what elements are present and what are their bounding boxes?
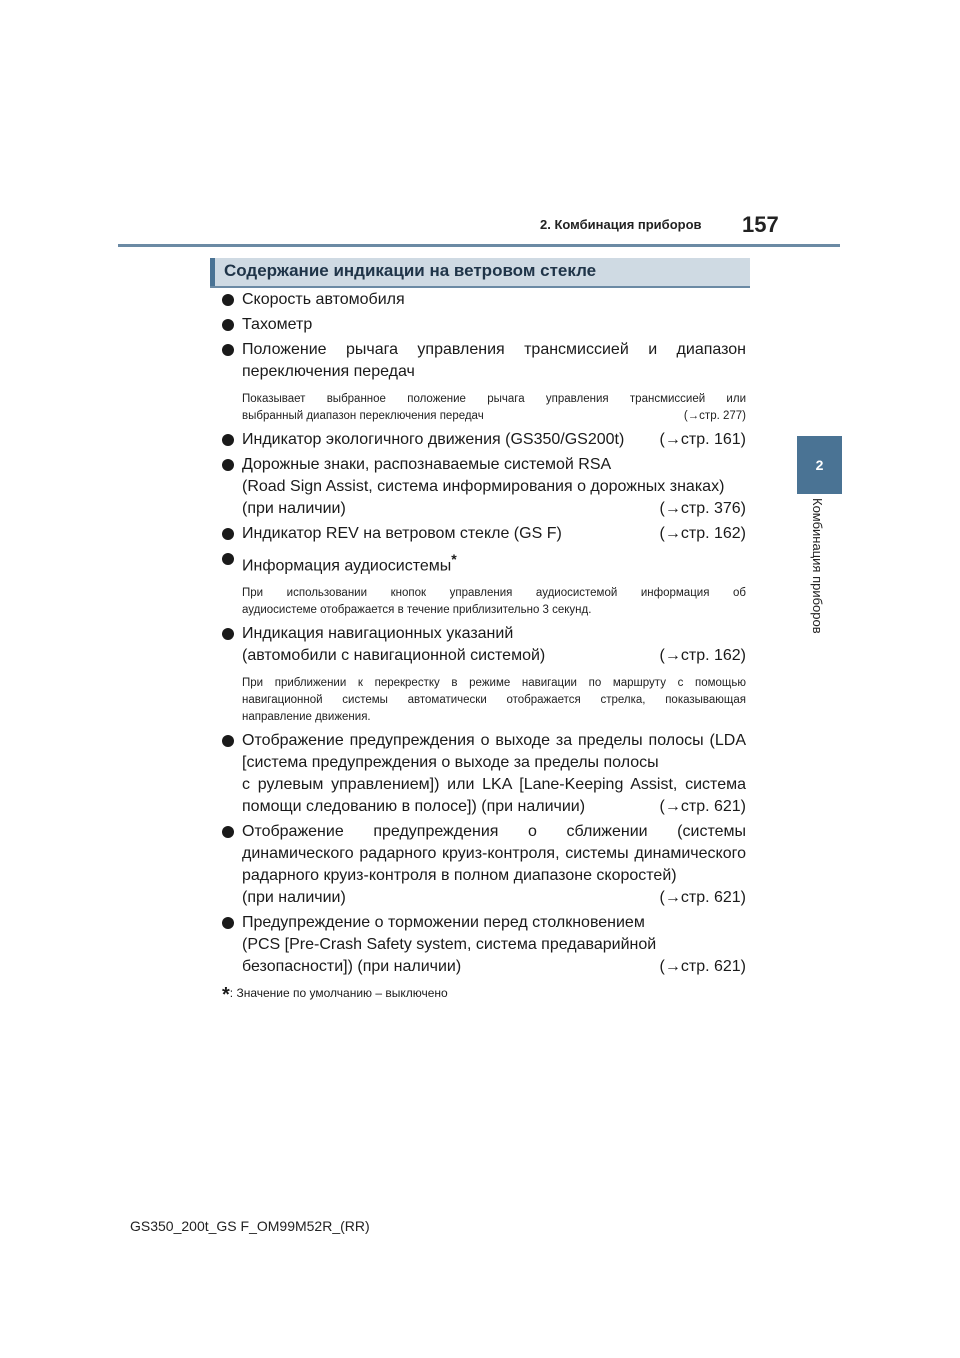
list-item xyxy=(222,289,746,311)
list-item xyxy=(222,821,746,909)
bullet-icon xyxy=(222,628,234,640)
list-item xyxy=(222,429,746,451)
footnote-marker: * xyxy=(222,984,230,1007)
item-text: Положение рычага управления трансмиссией и диапазон xyxy=(242,341,746,358)
list-item xyxy=(222,912,746,978)
bullet-icon xyxy=(222,459,234,471)
bullet-icon xyxy=(222,826,234,838)
list-item xyxy=(222,548,746,577)
item-text: Индикатор экологичного движения (GS350/GS200t) xyxy=(242,431,625,448)
page-reference[interactable]: (→стр. 376) xyxy=(659,500,746,517)
item-text: динамического радарного круиз-контроля, системы динамического xyxy=(242,845,746,863)
note-text: выбранный диапазон переключения передач xyxy=(242,410,484,422)
chapter-tab-label: Комбинация приборов xyxy=(810,498,825,634)
section-title: Содержание индикации на ветровом стекле xyxy=(224,261,597,280)
page-number: 157 xyxy=(742,212,779,237)
bullet-icon xyxy=(222,434,234,446)
list-item xyxy=(222,314,746,336)
item-text: (при наличии) xyxy=(242,500,346,517)
item-text: (при наличии) xyxy=(242,889,346,907)
bullet-icon xyxy=(222,294,234,306)
bullet-icon xyxy=(222,528,234,540)
item-text: Тахометр xyxy=(242,316,313,333)
item-text: Дорожные знаки, распознаваемые системой RSA xyxy=(242,456,612,473)
item-text: Скорость автомобиля xyxy=(242,291,405,308)
list-item xyxy=(222,623,746,667)
content-list xyxy=(222,289,746,1007)
item-text: радарного круиз-контроля в полном диапазоне скоростей) xyxy=(242,867,677,885)
list-item xyxy=(222,339,746,383)
list-item xyxy=(222,523,746,545)
section-heading xyxy=(210,258,750,288)
page-reference[interactable]: (→стр. 162) xyxy=(659,525,746,542)
note-text: Показывает выбранное положение рычага управления трансмиссией или xyxy=(242,393,746,405)
note-text: При использовании кнопок управления аудиосистемой информация об xyxy=(242,587,746,600)
item-text: с рулевым управлением]) или LKA [Lane-Keeping Assist, система xyxy=(242,776,746,794)
note-text: направление движения. xyxy=(242,711,371,724)
item-text: Отображение предупреждения о сближении (системы xyxy=(242,823,746,841)
item-text: (автомобили с навигационной системой) xyxy=(242,647,546,665)
chapter-tab-number: 2 xyxy=(815,457,824,473)
page-reference[interactable]: (→стр. 621) xyxy=(659,958,746,976)
footnote xyxy=(222,984,746,1007)
item-text: Информация аудиосистемы xyxy=(242,557,452,575)
page-reference[interactable]: (→стр. 277) xyxy=(683,410,746,422)
page-reference[interactable]: (→стр. 161) xyxy=(659,431,746,448)
item-text: безопасности]) (при наличии) xyxy=(242,958,462,976)
chapter-title: 2. Комбинация приборов xyxy=(540,217,702,232)
bullet-icon xyxy=(222,344,234,356)
note-text: При приближении к перекрестку в режиме навигации по маршруту с помощью xyxy=(242,677,746,690)
chapter-tab[interactable] xyxy=(797,436,842,494)
item-text: (PCS [Pre-Crash Safety system, система предаварийной xyxy=(242,936,657,954)
section-accent xyxy=(210,258,215,286)
item-text: Отображение предупреждения о выходе за пределы полосы (LDA xyxy=(242,732,746,750)
bullet-icon xyxy=(222,735,234,747)
note-text: аудиосистеме отображается в течение приблизительно 3 секунд. xyxy=(242,604,592,617)
item-text: [система предупреждения о выходе за пределы полосы xyxy=(242,754,659,772)
item-text: (Road Sign Assist, система информирования о дорожных знаках) xyxy=(242,478,725,495)
item-text: Индикатор REV на ветровом стекле (GS F) xyxy=(242,525,562,542)
footnote-text: : Значение по умолчанию – выключено xyxy=(229,986,448,1001)
item-note xyxy=(222,391,746,425)
page-reference[interactable]: (→стр. 621) xyxy=(659,889,746,907)
note-text: навигационной системы автоматически отображается стрелка, показывающая xyxy=(242,694,746,707)
item-text: Индикация навигационных указаний xyxy=(242,625,514,643)
item-text: переключения передач xyxy=(242,363,415,380)
bullet-icon xyxy=(222,917,234,929)
item-text: помощи следованию в полосе]) (при наличии) xyxy=(242,798,586,816)
page-reference[interactable]: (→стр. 162) xyxy=(659,647,746,665)
bullet-icon xyxy=(222,319,234,331)
item-note xyxy=(222,675,746,726)
item-text: Предупреждение о торможении перед столкновением xyxy=(242,914,645,932)
header-divider xyxy=(118,244,840,247)
list-item xyxy=(222,454,746,520)
bullet-icon xyxy=(222,553,234,565)
document-code: GS350_200t_GS F_OM99M52R_(RR) xyxy=(130,1218,370,1234)
item-note xyxy=(222,585,746,619)
list-item xyxy=(222,730,746,818)
page-reference[interactable]: (→стр. 621) xyxy=(659,798,746,816)
footnote-marker: * xyxy=(451,551,457,567)
